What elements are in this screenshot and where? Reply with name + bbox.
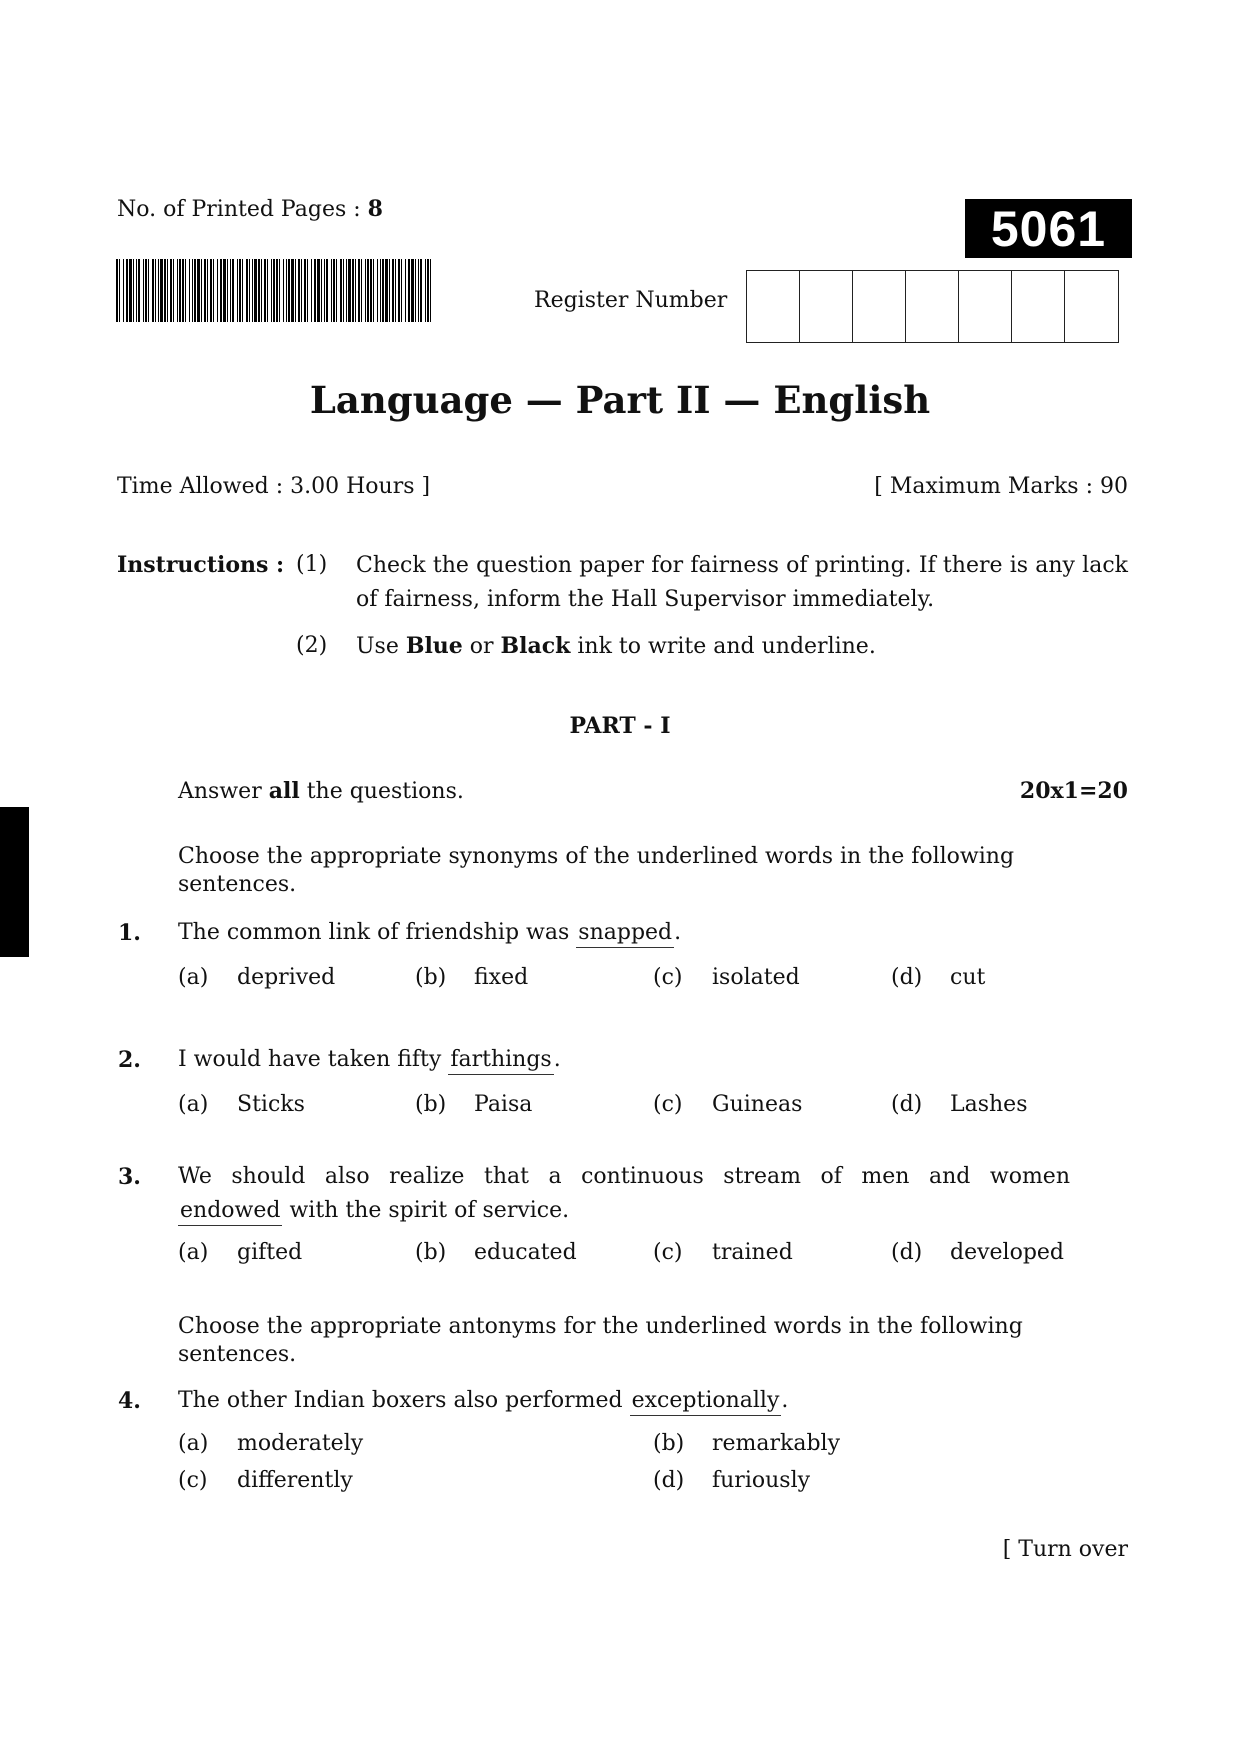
option-text: remarkably (712, 1431, 841, 1456)
options-row (0, 1468, 1240, 1498)
paper-title: Language — Part II — English (309, 378, 931, 422)
option-label: (b) (415, 1240, 447, 1265)
option-label: (c) (653, 1092, 683, 1117)
underlined-word: snapped (576, 920, 674, 948)
option-label: (d) (891, 965, 923, 990)
instructions-label: Instructions : (117, 552, 285, 578)
option-text: moderately (237, 1431, 364, 1456)
option-label: (b) (653, 1431, 685, 1456)
maximum-marks: [ Maximum Marks : 90 (874, 474, 1128, 499)
options-row (0, 1092, 1240, 1122)
antonym-directive: Choose the appropriate antonyms for the underlined words in the following sentences. (178, 1314, 1023, 1367)
register-number-label: Register Number (534, 288, 728, 313)
question-number: 1. (118, 920, 141, 946)
printed-pages-value: 8 (367, 196, 383, 222)
ink-color-black: Black (500, 633, 571, 659)
option-label: (a) (178, 1092, 209, 1117)
synonym-directive: Choose the appropriate synonyms of the underlined words in the following sentences. (178, 844, 1015, 897)
question-text: I would have taken fifty farthings. (178, 1047, 561, 1072)
option-text: cut (950, 965, 986, 990)
register-number-grid[interactable] (746, 270, 1119, 343)
part-marks: 20x1=20 (1019, 778, 1128, 804)
register-digit-box[interactable] (1065, 271, 1118, 342)
turn-over: [ Turn over (1002, 1537, 1128, 1562)
option-label: (b) (415, 965, 447, 990)
option-label: (c) (653, 1240, 683, 1265)
instruction-text: Use Blue or Black ink to write and underline. (356, 633, 876, 659)
question-text: The common link of friendship was snapped. (178, 920, 681, 945)
question-number: 4. (118, 1388, 141, 1414)
option-text: fixed (474, 965, 529, 990)
option-text: Sticks (237, 1092, 305, 1117)
part-heading: PART - I (569, 713, 671, 739)
question-number: 2. (118, 1047, 141, 1073)
option-label: (c) (178, 1468, 208, 1493)
option-label: (c) (653, 965, 683, 990)
option-text: Paisa (474, 1092, 533, 1117)
option-label: (d) (653, 1468, 685, 1493)
option-label: (b) (415, 1092, 447, 1117)
option-text: deprived (237, 965, 336, 990)
printed-pages (117, 196, 383, 222)
time-allowed: Time Allowed : 3.00 Hours ] (117, 474, 431, 499)
options-row (0, 1240, 1240, 1270)
register-digit-box[interactable] (800, 271, 853, 342)
register-digit-box[interactable] (906, 271, 959, 342)
question-text: We should also realize that a continuous stream of men and women (178, 1164, 1070, 1189)
ink-color-blue: Blue (405, 633, 463, 659)
options-row (0, 965, 1240, 995)
register-digit-box[interactable] (747, 271, 800, 342)
option-text: furiously (712, 1468, 811, 1493)
option-text: trained (712, 1240, 793, 1265)
option-text: isolated (712, 965, 800, 990)
paper-code: 5061 (965, 199, 1132, 258)
underlined-word: endowed (178, 1198, 282, 1226)
register-digit-box[interactable] (959, 271, 1012, 342)
register-digit-box[interactable] (1012, 271, 1065, 342)
option-text: differently (237, 1468, 353, 1493)
option-text: Guineas (712, 1092, 803, 1117)
question-number: 3. (118, 1164, 141, 1190)
underlined-word: farthings (448, 1047, 553, 1075)
barcode-gap (431, 259, 434, 322)
option-text: developed (950, 1240, 1065, 1265)
barcode (116, 259, 432, 322)
register-digit-box[interactable] (853, 271, 906, 342)
instruction-text: Check the question paper for fairness of printing. If there is any lack of fairness, inform the Hall Supervisor immediately. (356, 553, 1128, 612)
option-label: (a) (178, 1431, 209, 1456)
option-label: (d) (891, 1092, 923, 1117)
option-text: educated (474, 1240, 577, 1265)
question-text: The other Indian boxers also performed exceptionally. (178, 1388, 788, 1413)
option-label: (a) (178, 965, 209, 990)
printed-pages-label: No. of Printed Pages : (117, 197, 361, 222)
answer-instruction: Answer all the questions. (178, 778, 464, 804)
option-text: gifted (237, 1240, 303, 1265)
underlined-word: exceptionally (630, 1388, 782, 1416)
option-text: Lashes (950, 1092, 1028, 1117)
option-label: (d) (891, 1240, 923, 1265)
option-label: (a) (178, 1240, 209, 1265)
margin-marker (0, 807, 29, 957)
instruction-number: (1) (296, 552, 328, 577)
instruction-number: (2) (296, 633, 328, 658)
options-row (0, 1431, 1240, 1461)
question-text-continued: endowed with the spirit of service. (178, 1198, 569, 1223)
